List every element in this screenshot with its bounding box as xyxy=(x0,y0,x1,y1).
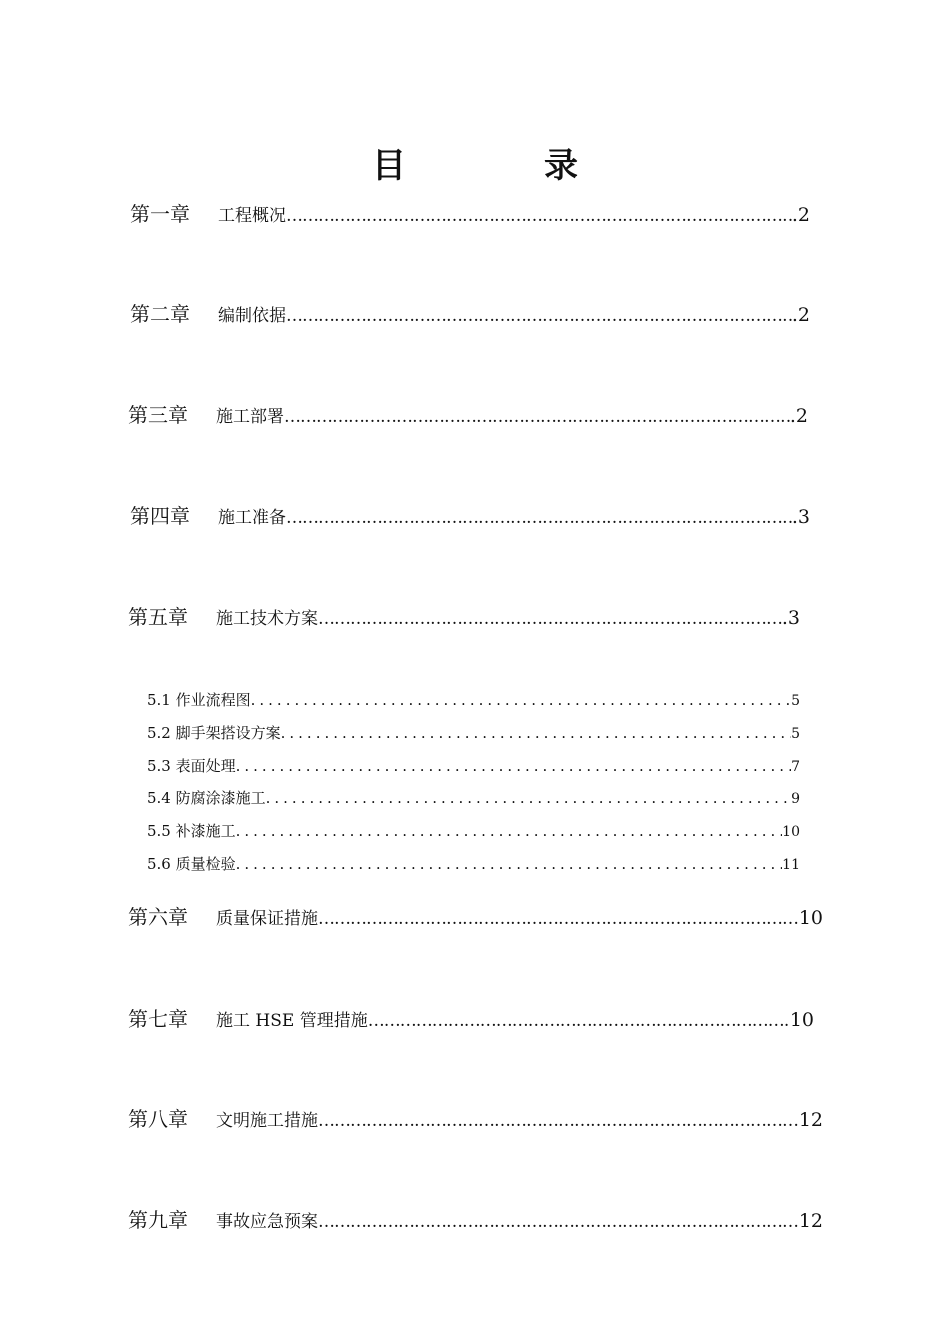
chapter-number: 第九章 xyxy=(128,1208,188,1232)
toc-chapter-entry[interactable] xyxy=(130,298,810,327)
page-number: 12 xyxy=(798,1210,823,1232)
page-number: 5 xyxy=(791,726,800,742)
page-number: 10 xyxy=(789,1009,814,1031)
chapter-title: 施工 HSE 管理措施 xyxy=(216,1011,368,1031)
chapter-title: 施工技术方案 xyxy=(216,609,318,629)
toc-chapter-entry[interactable] xyxy=(128,1204,823,1233)
page-number: .3 xyxy=(781,607,800,629)
chapter-title: 施工部署 xyxy=(216,407,284,427)
dot-leader xyxy=(236,757,791,775)
dot-leader xyxy=(284,407,790,427)
page-number: .2 xyxy=(791,204,810,226)
dot-leader xyxy=(318,1111,799,1131)
chapter-title: 事故应急预案 xyxy=(216,1212,318,1232)
section-title: 5.1 作业流程图 xyxy=(147,691,251,709)
chapter-title: 编制依据 xyxy=(218,306,286,326)
dot-leader xyxy=(281,724,791,742)
dot-leader xyxy=(286,206,792,226)
toc-chapter-entry[interactable] xyxy=(130,500,810,529)
section-title: 5.3 表面处理 xyxy=(147,757,236,775)
chapter-title: 质量保证措施 xyxy=(216,909,318,929)
chapter-number: 第四章 xyxy=(130,504,190,528)
section-title: 5.4 防腐涂漆施工 xyxy=(147,789,266,807)
toc-chapter-entry[interactable] xyxy=(128,1103,823,1132)
chapter-number: 第六章 xyxy=(128,905,188,929)
chapter-title: 文明施工措施 xyxy=(216,1111,318,1131)
page-number: 5 xyxy=(791,693,800,709)
toc-section-entry[interactable] xyxy=(147,853,800,874)
page-number: 12 xyxy=(798,1109,823,1131)
dot-leader xyxy=(318,609,782,629)
section-title: 5.6 质量检验 xyxy=(147,855,236,873)
page-number: .3 xyxy=(791,506,810,528)
dot-leader xyxy=(286,306,792,326)
toc-section-entry[interactable] xyxy=(147,722,800,743)
chapter-title: 施工准备 xyxy=(218,508,286,528)
toc-chapter-entry[interactable] xyxy=(130,198,810,227)
toc-chapter-entry[interactable] xyxy=(128,601,800,630)
toc-chapter-entry[interactable] xyxy=(128,1003,814,1032)
chapter-number: 第七章 xyxy=(128,1007,188,1031)
toc-section-entry[interactable] xyxy=(147,820,800,841)
dot-leader xyxy=(318,1212,799,1232)
page-number: 9 xyxy=(791,791,800,807)
page-number: 10 xyxy=(782,824,800,840)
toc-section-entry[interactable] xyxy=(147,787,800,808)
chapter-number: 第五章 xyxy=(128,605,188,629)
toc-chapter-entry[interactable] xyxy=(128,901,823,930)
page-number: 7 xyxy=(791,759,800,775)
chapter-title: 工程概况 xyxy=(218,206,286,226)
page-number: 10 xyxy=(798,907,823,929)
page-number: .2 xyxy=(789,405,808,427)
toc-chapter-entry[interactable] xyxy=(128,399,808,428)
page-number: 11 xyxy=(782,857,800,873)
chapter-number: 第一章 xyxy=(130,202,190,226)
dot-leader xyxy=(286,508,792,528)
page-number: .2 xyxy=(791,304,810,326)
chapter-number: 第二章 xyxy=(130,302,190,326)
dot-leader xyxy=(318,909,799,929)
dot-leader xyxy=(251,691,791,709)
section-title: 5.2 脚手架搭设方案 xyxy=(147,724,281,742)
dot-leader xyxy=(236,822,783,840)
dot-leader xyxy=(236,855,783,873)
chapter-number: 第三章 xyxy=(128,403,188,427)
chapter-number: 第八章 xyxy=(128,1107,188,1131)
section-title: 5.5 补漆施工 xyxy=(147,822,236,840)
toc-section-entry[interactable] xyxy=(147,755,800,776)
dot-leader xyxy=(368,1011,790,1031)
toc-title: 目 录 xyxy=(372,146,630,186)
dot-leader xyxy=(266,789,791,807)
toc-section-entry[interactable] xyxy=(147,689,800,710)
